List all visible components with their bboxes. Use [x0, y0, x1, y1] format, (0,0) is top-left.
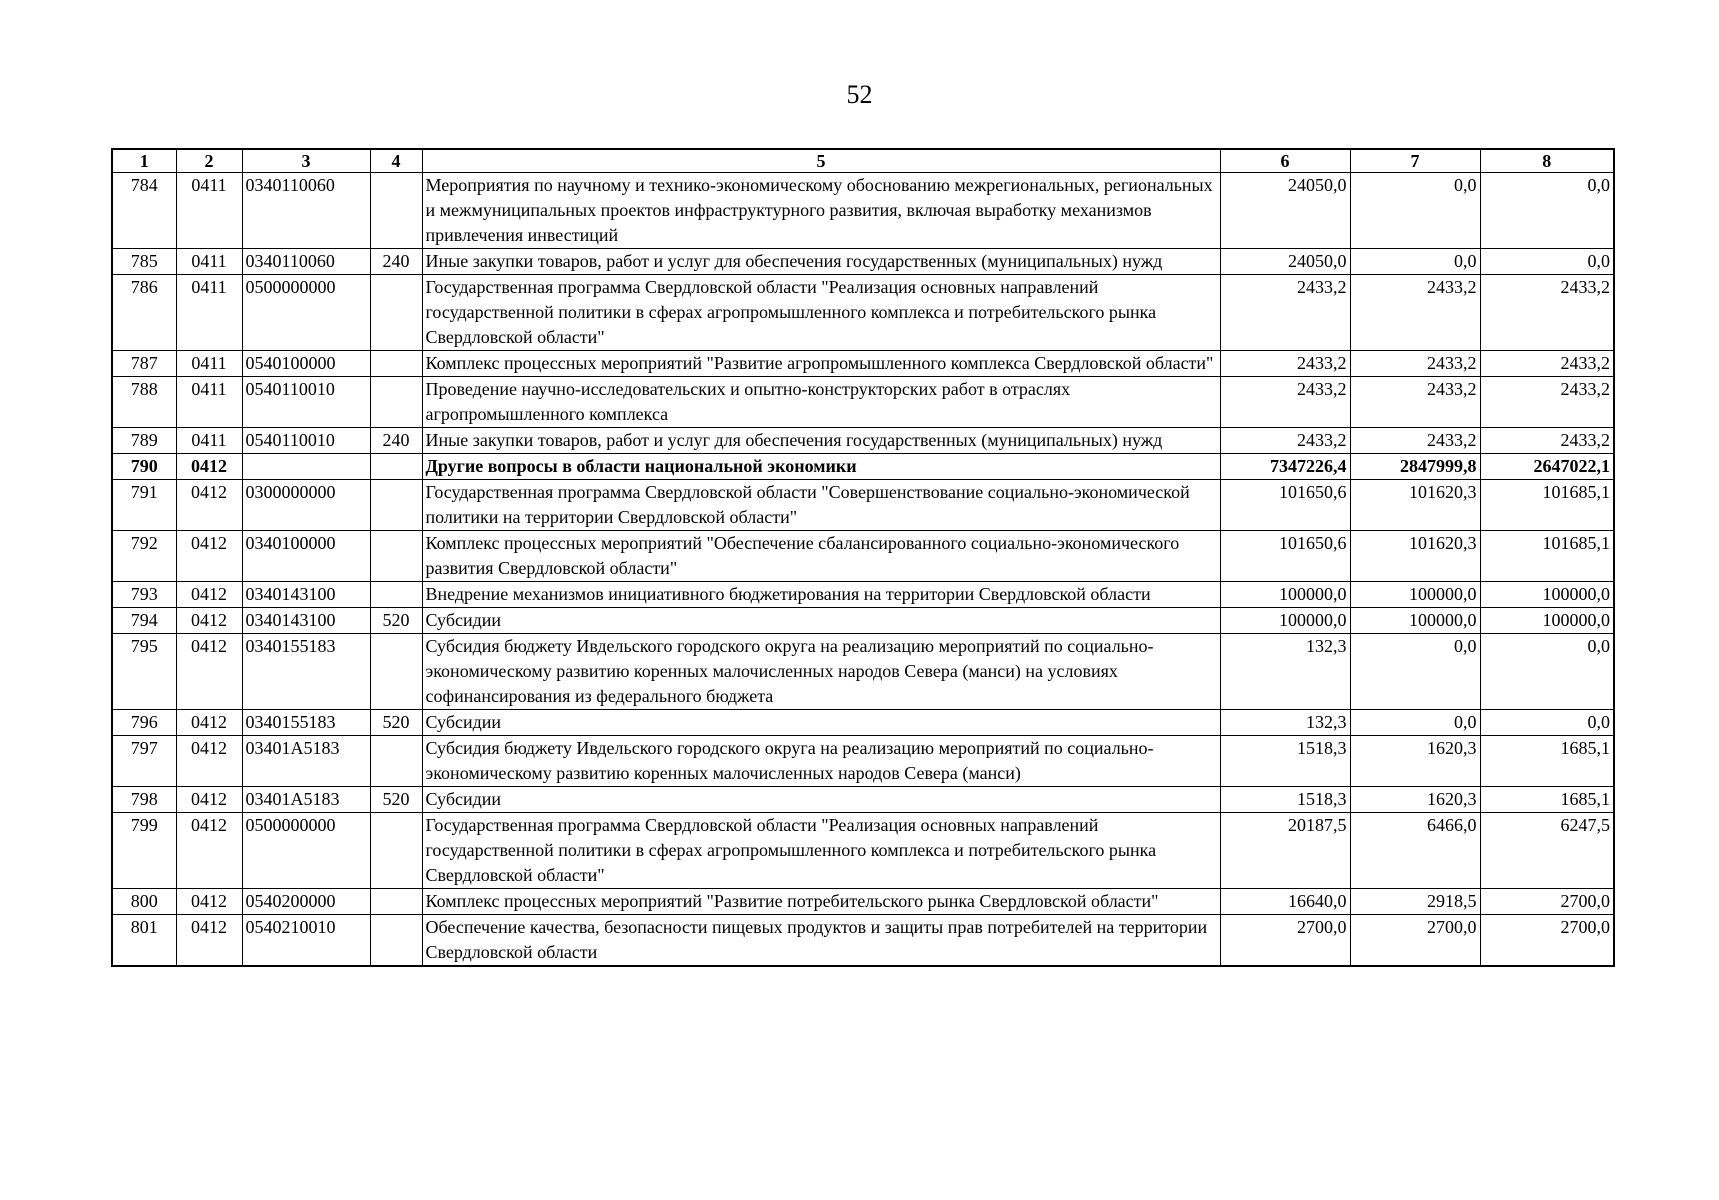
table-row	[112, 377, 1614, 428]
row-number-cell: 786	[112, 275, 176, 351]
item-name-cell: Государственная программа Свердловской области "Реализация основных направлений государственной политики в сферах агропромышленного комплекса и потребительского рынка Свердловской области"	[422, 813, 1220, 889]
amount-col7-cell: 2700,0	[1350, 915, 1480, 967]
row-number-cell: 793	[112, 582, 176, 608]
expense-type-code-cell: 240	[370, 249, 422, 275]
table-row	[112, 249, 1614, 275]
row-number-cell: 796	[112, 710, 176, 736]
table-row	[112, 454, 1614, 480]
target-article-code-cell	[242, 454, 370, 480]
row-number-cell: 791	[112, 480, 176, 531]
expense-type-code-cell	[370, 377, 422, 428]
amount-col6-cell: 24050,0	[1220, 173, 1350, 249]
table-body	[112, 173, 1614, 967]
amount-col7-cell: 0,0	[1350, 249, 1480, 275]
table-row	[112, 710, 1614, 736]
table-row	[112, 915, 1614, 967]
section-code-cell: 0411	[176, 249, 242, 275]
table-row	[112, 889, 1614, 915]
expense-type-code-cell: 240	[370, 428, 422, 454]
item-name-cell: Внедрение механизмов инициативного бюджетирования на территории Свердловской области	[422, 582, 1220, 608]
expense-type-code-cell	[370, 480, 422, 531]
target-article-code-cell: 0540100000	[242, 351, 370, 377]
row-number-cell: 792	[112, 531, 176, 582]
table-row	[112, 173, 1614, 249]
amount-col8-cell: 2433,2	[1480, 377, 1614, 428]
amount-col7-cell: 2433,2	[1350, 351, 1480, 377]
amount-col7-cell: 0,0	[1350, 710, 1480, 736]
expense-type-code-cell	[370, 915, 422, 967]
section-code-cell: 0411	[176, 351, 242, 377]
row-number-cell: 785	[112, 249, 176, 275]
expense-type-code-cell	[370, 531, 422, 582]
section-code-cell: 0412	[176, 710, 242, 736]
target-article-code-cell: 0340110060	[242, 249, 370, 275]
expense-type-code-cell	[370, 275, 422, 351]
budget-table	[111, 148, 1615, 967]
amount-col8-cell: 0,0	[1480, 634, 1614, 710]
row-number-cell: 789	[112, 428, 176, 454]
item-name-cell: Субсидия бюджету Ивдельского городского округа на реализацию мероприятий по социально-экономическому развитию коренных малочисленных народов Севера (манси)	[422, 736, 1220, 787]
section-code-cell: 0412	[176, 634, 242, 710]
expense-type-code-cell	[370, 351, 422, 377]
expense-type-code-cell	[370, 454, 422, 480]
section-code-cell: 0412	[176, 454, 242, 480]
expense-type-code-cell	[370, 634, 422, 710]
table-row	[112, 275, 1614, 351]
item-name-cell: Государственная программа Свердловской области "Совершенствование социально-экономической политики на территории Свердловской области"	[422, 480, 1220, 531]
amount-col7-cell: 1620,3	[1350, 736, 1480, 787]
target-article-code-cell: 0340110060	[242, 173, 370, 249]
section-code-cell: 0412	[176, 608, 242, 634]
table-header-row	[112, 149, 1614, 173]
amount-col8-cell: 100000,0	[1480, 608, 1614, 634]
amount-col7-cell: 2433,2	[1350, 275, 1480, 351]
amount-col8-cell: 101685,1	[1480, 480, 1614, 531]
table-row	[112, 813, 1614, 889]
expense-type-code-cell: 520	[370, 608, 422, 634]
item-name-cell: Комплекс процессных мероприятий "Обеспечение сбалансированного социально-экономического развития Свердловской области"	[422, 531, 1220, 582]
target-article-code-cell: 0340143100	[242, 608, 370, 634]
amount-col7-cell: 100000,0	[1350, 582, 1480, 608]
column-header: 2	[176, 149, 242, 173]
row-number-cell: 787	[112, 351, 176, 377]
section-code-cell: 0412	[176, 787, 242, 813]
amount-col8-cell: 0,0	[1480, 710, 1614, 736]
expense-type-code-cell: 520	[370, 710, 422, 736]
amount-col8-cell: 101685,1	[1480, 531, 1614, 582]
amount-col6-cell: 2433,2	[1220, 428, 1350, 454]
amount-col8-cell: 1685,1	[1480, 787, 1614, 813]
table-row	[112, 582, 1614, 608]
column-header: 6	[1220, 149, 1350, 173]
amount-col8-cell: 0,0	[1480, 249, 1614, 275]
item-name-cell: Субсидии	[422, 787, 1220, 813]
row-number-cell: 801	[112, 915, 176, 967]
section-code-cell: 0411	[176, 377, 242, 428]
row-number-cell: 790	[112, 454, 176, 480]
expense-type-code-cell: 520	[370, 787, 422, 813]
target-article-code-cell: 0340155183	[242, 710, 370, 736]
table-row	[112, 787, 1614, 813]
row-number-cell: 797	[112, 736, 176, 787]
item-name-cell: Иные закупки товаров, работ и услуг для обеспечения государственных (муниципальных) нужд	[422, 249, 1220, 275]
table-row	[112, 531, 1614, 582]
target-article-code-cell: 0500000000	[242, 813, 370, 889]
section-code-cell: 0412	[176, 531, 242, 582]
row-number-cell: 799	[112, 813, 176, 889]
target-article-code-cell: 0340155183	[242, 634, 370, 710]
amount-col8-cell: 2433,2	[1480, 351, 1614, 377]
expense-type-code-cell	[370, 582, 422, 608]
amount-col7-cell: 100000,0	[1350, 608, 1480, 634]
item-name-cell: Обеспечение качества, безопасности пищевых продуктов и защиты прав потребителей на территории Свердловской области	[422, 915, 1220, 967]
amount-col6-cell: 24050,0	[1220, 249, 1350, 275]
section-code-cell: 0412	[176, 736, 242, 787]
target-article-code-cell: 0300000000	[242, 480, 370, 531]
row-number-cell: 794	[112, 608, 176, 634]
amount-col6-cell: 132,3	[1220, 634, 1350, 710]
amount-col6-cell: 101650,6	[1220, 531, 1350, 582]
amount-col6-cell: 132,3	[1220, 710, 1350, 736]
amount-col7-cell: 0,0	[1350, 173, 1480, 249]
item-name-cell: Другие вопросы в области национальной экономики	[422, 454, 1220, 480]
column-header: 8	[1480, 149, 1614, 173]
section-code-cell: 0412	[176, 480, 242, 531]
amount-col6-cell: 2433,2	[1220, 351, 1350, 377]
item-name-cell: Мероприятия по научному и технико-экономическому обоснованию межрегиональных, региональных и межмуниципальных проектов инфраструктурного развития, включая выработку механизмов привлечения инвестиций	[422, 173, 1220, 249]
table-row	[112, 351, 1614, 377]
amount-col7-cell: 2847999,8	[1350, 454, 1480, 480]
amount-col8-cell: 6247,5	[1480, 813, 1614, 889]
column-header: 3	[242, 149, 370, 173]
amount-col8-cell: 2433,2	[1480, 275, 1614, 351]
amount-col6-cell: 20187,5	[1220, 813, 1350, 889]
target-article-code-cell: 03401А5183	[242, 787, 370, 813]
amount-col6-cell: 100000,0	[1220, 608, 1350, 634]
target-article-code-cell: 0340143100	[242, 582, 370, 608]
amount-col6-cell: 101650,6	[1220, 480, 1350, 531]
column-header: 5	[422, 149, 1220, 173]
column-header: 4	[370, 149, 422, 173]
section-code-cell: 0411	[176, 428, 242, 454]
amount-col8-cell: 2700,0	[1480, 915, 1614, 967]
section-code-cell: 0412	[176, 813, 242, 889]
section-code-cell: 0412	[176, 582, 242, 608]
section-code-cell: 0412	[176, 915, 242, 967]
amount-col6-cell: 1518,3	[1220, 736, 1350, 787]
row-number-cell: 800	[112, 889, 176, 915]
amount-col7-cell: 2433,2	[1350, 377, 1480, 428]
target-article-code-cell: 0500000000	[242, 275, 370, 351]
row-number-cell: 788	[112, 377, 176, 428]
amount-col6-cell: 2433,2	[1220, 377, 1350, 428]
table-row	[112, 428, 1614, 454]
expense-type-code-cell	[370, 813, 422, 889]
amount-col6-cell: 16640,0	[1220, 889, 1350, 915]
expense-type-code-cell	[370, 736, 422, 787]
target-article-code-cell: 0540110010	[242, 428, 370, 454]
section-code-cell: 0411	[176, 275, 242, 351]
amount-col6-cell: 2700,0	[1220, 915, 1350, 967]
expense-type-code-cell	[370, 173, 422, 249]
amount-col8-cell: 2433,2	[1480, 428, 1614, 454]
amount-col7-cell: 6466,0	[1350, 813, 1480, 889]
section-code-cell: 0411	[176, 173, 242, 249]
target-article-code-cell: 0540110010	[242, 377, 370, 428]
column-header: 1	[112, 149, 176, 173]
section-code-cell: 0412	[176, 889, 242, 915]
item-name-cell: Государственная программа Свердловской области "Реализация основных направлений государственной политики в сферах агропромышленного комплекса и потребительского рынка Свердловской области"	[422, 275, 1220, 351]
amount-col8-cell: 1685,1	[1480, 736, 1614, 787]
table-row	[112, 608, 1614, 634]
amount-col6-cell: 2433,2	[1220, 275, 1350, 351]
amount-col6-cell: 7347226,4	[1220, 454, 1350, 480]
amount-col8-cell: 2647022,1	[1480, 454, 1614, 480]
item-name-cell: Субсидия бюджету Ивдельского городского округа на реализацию мероприятий по социально-экономическому развитию коренных малочисленных народов Севера (манси) на условиях софинансирования из федерального бюджета	[422, 634, 1220, 710]
target-article-code-cell: 0340100000	[242, 531, 370, 582]
amount-col7-cell: 101620,3	[1350, 531, 1480, 582]
item-name-cell: Комплекс процессных мероприятий "Развитие потребительского рынка Свердловской области"	[422, 889, 1220, 915]
expense-type-code-cell	[370, 889, 422, 915]
amount-col7-cell: 0,0	[1350, 634, 1480, 710]
row-number-cell: 795	[112, 634, 176, 710]
item-name-cell: Иные закупки товаров, работ и услуг для обеспечения государственных (муниципальных) нужд	[422, 428, 1220, 454]
item-name-cell: Субсидии	[422, 608, 1220, 634]
amount-col8-cell: 2700,0	[1480, 889, 1614, 915]
page-number: 52	[846, 80, 873, 109]
row-number-cell: 798	[112, 787, 176, 813]
amount-col7-cell: 1620,3	[1350, 787, 1480, 813]
row-number-cell: 784	[112, 173, 176, 249]
target-article-code-cell: 03401А5183	[242, 736, 370, 787]
item-name-cell: Субсидии	[422, 710, 1220, 736]
target-article-code-cell: 0540210010	[242, 915, 370, 967]
amount-col7-cell: 2918,5	[1350, 889, 1480, 915]
amount-col7-cell: 2433,2	[1350, 428, 1480, 454]
amount-col8-cell: 0,0	[1480, 173, 1614, 249]
table-row	[112, 634, 1614, 710]
amount-col8-cell: 100000,0	[1480, 582, 1614, 608]
amount-col6-cell: 100000,0	[1220, 582, 1350, 608]
column-header: 7	[1350, 149, 1480, 173]
item-name-cell: Комплекс процессных мероприятий "Развитие агропромышленного комплекса Свердловской области"	[422, 351, 1220, 377]
amount-col6-cell: 1518,3	[1220, 787, 1350, 813]
target-article-code-cell: 0540200000	[242, 889, 370, 915]
table-row	[112, 480, 1614, 531]
amount-col7-cell: 101620,3	[1350, 480, 1480, 531]
item-name-cell: Проведение научно-исследовательских и опытно-конструкторских работ в отраслях агропромышленного комплекса	[422, 377, 1220, 428]
table-row	[112, 736, 1614, 787]
